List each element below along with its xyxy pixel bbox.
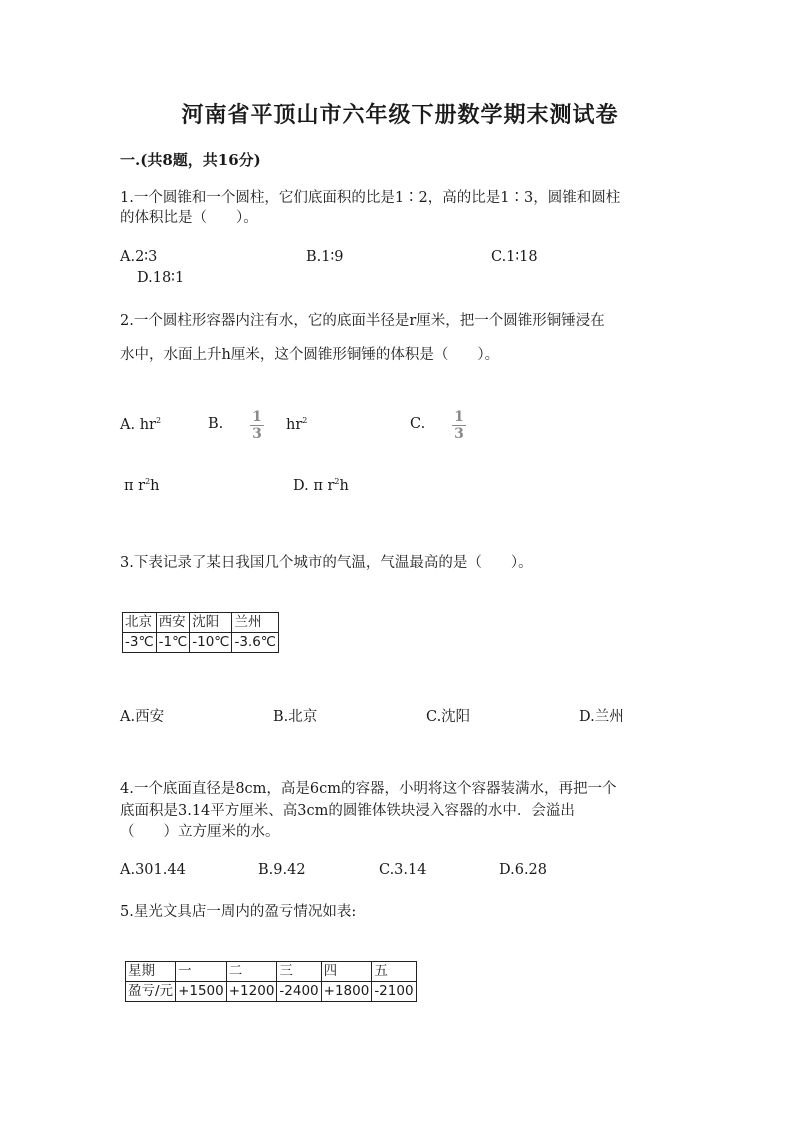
table-header-cell: 五 [372,962,416,982]
table-cell: +1500 [176,982,227,1002]
table-cell: 盈亏/元 [126,982,176,1002]
fraction-denominator: 3 [252,426,262,442]
q1-option-a[interactable]: A.2∶3 [120,249,158,265]
table-row [126,982,417,1002]
q2-option-d[interactable] [293,477,349,494]
q1-option-c[interactable]: C.1∶18 [491,249,538,265]
q1-option-d[interactable]: D.18∶1 [137,270,185,286]
q2-option-b-fraction [250,410,264,441]
table-header-cell: 四 [321,962,372,982]
question-3-line-1: 3.下表记录了某日我国几个城市的气温，气温最高的是（ ）。 [120,555,533,571]
q2-option-c-cont-text: π r [124,478,146,494]
question-2-line-1: 2.一个圆柱形容器内注有水，它的底面半径是r厘米，把一个圆锥形铜锤浸在 [120,313,605,329]
table-header-cell: 星期 [126,962,176,982]
question-1-line-2: 的体积比是（ ）。 [120,210,258,226]
q2-option-b-expression [286,416,307,433]
page-title: 河南省平顶山市六年级下册数学期末测试卷 [181,103,619,128]
question-1-line-1: 1.一个圆锥和一个圆柱，它们底面积的比是1∶2，高的比是1∶3，圆锥和圆柱 [120,190,621,206]
question-2-line-2: 水中，水面上升h厘米，这个圆锥形铜锤的体积是（ ）。 [120,347,500,363]
q3-option-d[interactable]: D.兰州 [579,709,624,725]
fraction-numerator: 1 [252,409,262,425]
table-cell: -1℃ [156,633,190,653]
table-cell: -2400 [277,982,321,1002]
fraction-denominator: 3 [454,426,464,442]
table-header-cell: 北京 [123,613,157,633]
q2-option-a-text: A. hr [120,417,156,433]
q4-option-d[interactable]: D.6.28 [499,862,548,878]
q2-option-d-end: h [339,478,349,494]
table-cell: -3.6℃ [232,633,279,653]
q2-option-d-text: D. π r [293,478,335,494]
table-cell: +1800 [321,982,372,1002]
q2-option-b-exponent: 2 [302,416,308,425]
table-header-cell: 西安 [156,613,190,633]
table-header-row [123,613,279,633]
q4-option-c[interactable]: C.3.14 [379,862,427,878]
table-header-cell: 兰州 [232,613,279,633]
table-cell: +1200 [226,982,277,1002]
table-header-cell: 沈阳 [190,613,232,633]
table-row [123,633,279,653]
q2-option-c-label[interactable]: C. [410,416,426,432]
question-4-line-2: 底面积是3.14平方厘米、高3cm的圆锥体铁块浸入容器的水中．会溢出 [120,803,575,819]
table-header-cell: 二 [226,962,277,982]
q2-option-b-text: hr [286,417,303,433]
q2-option-a-exponent: 2 [155,416,162,425]
q2-option-c-cont-exponent: 2 [145,477,151,486]
question-5-line-1: 5.星光文具店一周内的盈亏情况如表: [120,904,357,920]
q3-option-a[interactable]: A.西安 [120,709,165,725]
q2-option-c-cont-end: h [150,478,160,494]
q3-option-b[interactable]: B.北京 [273,709,318,725]
question-4-line-1: 4.一个底面直径是8cm，高是6cm的容器，小明将这个容器装满水，再把一个 [120,781,617,797]
fraction-numerator: 1 [454,409,464,425]
table-header-cell: 三 [277,962,321,982]
q2-option-c-continuation [124,477,160,494]
table-header-row [126,962,417,982]
table-header-cell: 一 [176,962,227,982]
q1-option-b[interactable]: B.1∶9 [306,249,344,265]
q2-option-b-label[interactable]: B. [208,416,224,432]
q4-option-a[interactable]: A.301.44 [120,862,186,878]
q2-option-a[interactable] [120,416,161,433]
section-heading: 一.(共8题，共16分) [120,151,261,169]
question-4-line-3: （ ）立方厘米的水。 [120,824,280,840]
table-cell: -3℃ [123,633,157,653]
table-cell: -10℃ [190,633,232,653]
table-cell: -2100 [372,982,416,1002]
temperature-table [122,612,279,653]
profit-loss-table [125,961,417,1002]
q3-option-c[interactable]: C.沈阳 [426,709,471,725]
q2-option-c-fraction [452,410,466,441]
q4-option-b[interactable]: B.9.42 [258,862,306,878]
q2-option-d-exponent: 2 [334,477,340,486]
